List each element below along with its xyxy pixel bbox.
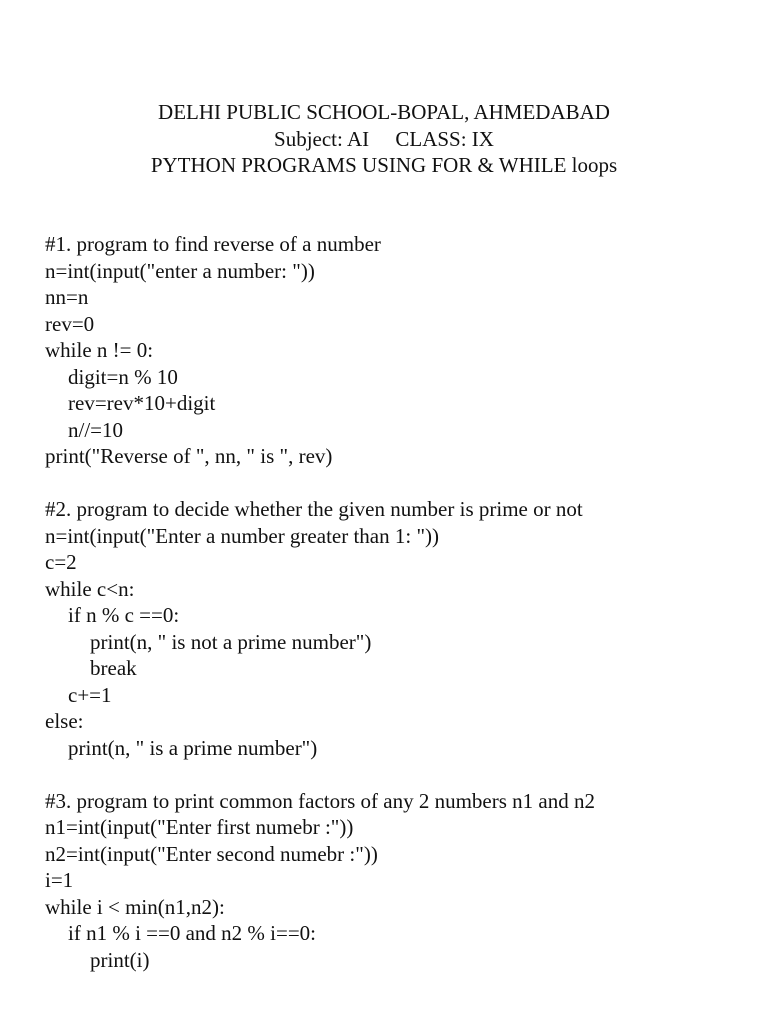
code-line: while c<n:: [45, 576, 135, 601]
program-2: [45, 496, 745, 761]
code-line: n=int(input("Enter a number greater than 1: ")): [45, 523, 440, 548]
document-topic: PYTHON PROGRAMS USING FOR & WHILE loops: [150, 153, 618, 177]
code-line: while n != 0:: [45, 338, 154, 362]
program-1-comment: #1. program to find reverse of a number: [45, 232, 381, 256]
program-3: [45, 788, 745, 974]
code-line: n//=10: [68, 417, 124, 442]
code-line: break: [90, 656, 137, 680]
blank-line: [45, 761, 745, 788]
code-line: nn=n: [45, 285, 89, 309]
code-line: rev=0: [45, 311, 95, 336]
code-line: n=int(input("enter a number: ")): [45, 258, 315, 283]
code-line: if n1 % i ==0 and n2 % i==0:: [68, 921, 317, 945]
school-name: DELHI PUBLIC SCHOOL-BOPAL, AHMEDABAD: [158, 100, 610, 124]
code-line: print(n, " is not a prime number"): [90, 629, 372, 654]
code-line: n1=int(input("Enter first numebr :")): [45, 815, 354, 839]
code-line: if n % c ==0:: [68, 603, 180, 627]
code-line: c=2: [45, 550, 77, 574]
document-header: [0, 99, 768, 179]
subject-class: Subject: AI CLASS: IX: [274, 126, 494, 151]
code-line: rev=rev*10+digit: [68, 391, 216, 415]
code-line: c+=1: [68, 682, 112, 707]
program-listing: [45, 231, 745, 973]
program-1: [45, 231, 745, 470]
program-3-comment: #3. program to print common factors of any 2 numbers n1 and n2: [45, 788, 595, 813]
code-line: n2=int(input("Enter second numebr :")): [45, 841, 378, 866]
code-line: digit=n % 10: [68, 364, 178, 389]
program-2-comment: #2. program to decide whether the given number is prime or not: [45, 497, 583, 521]
code-line: else:: [45, 709, 84, 733]
code-line: while i < min(n1,n2):: [45, 894, 225, 919]
blank-line: [45, 470, 745, 497]
code-line: i=1: [45, 868, 74, 892]
code-line: print(i): [90, 947, 150, 972]
code-line: print(n, " is a prime number"): [68, 735, 318, 760]
code-line: print("Reverse of ", nn, " is ", rev): [45, 444, 333, 468]
